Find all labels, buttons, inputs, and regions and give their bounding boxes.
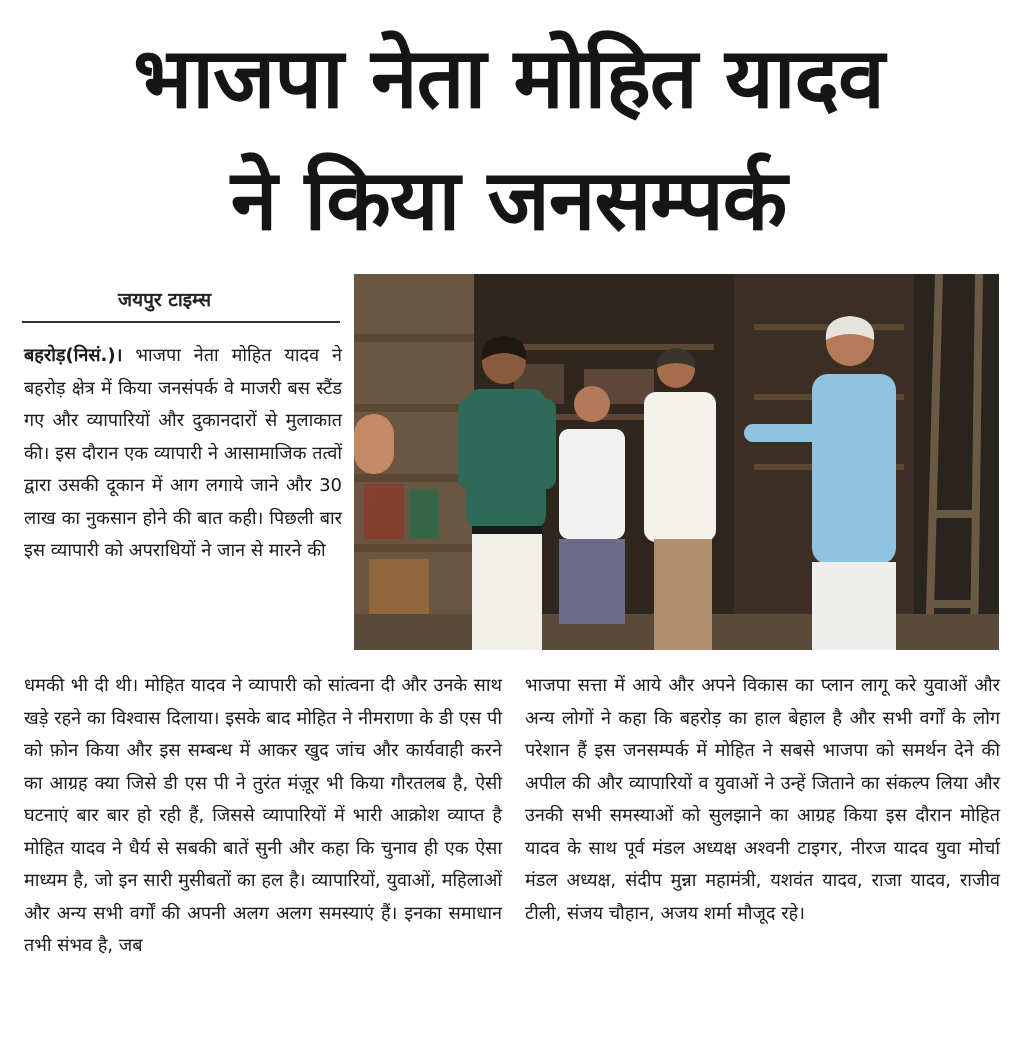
dateline: बहरोड़(निसं.)। <box>24 345 123 366</box>
headline-line-2: ने किया जनसम्पर्क <box>230 151 787 249</box>
article-text-col1: भाजपा नेता मोहित यादव ने बहरोड़ क्षेत्र में किया जनसंपर्क वे माजरी बस स्टैंड गए और व्यापारियों और दुकानदारों से मुलाकात की। इस दौरान एक व्यापारी ने आसामाजिक तत्वों द्वारा उसकी दूकान में आग लगाये जाने और 30 लाख का नुकसान होने की बात कही। पिछली बार इस व्यापारी को अपराधियों ने जान से मारने की <box>24 345 342 561</box>
article-column-1-continued: धमकी भी दी थी। मोहित यादव ने व्यापारी को सांत्वना दी और उनके साथ खड़े रहने का विश्वास दिलाया। इसके बाद मोहित ने नीमराणा के डी एस पी को फ़ोन किया और इस सम्बन्ध में आकर खुद जांच और कार्यवाही करने का आग्रह क्या जिसे डी एस पी ने तुरंत मंज़ूर भी किया गौरतलब है, ऐसी घटनाएं बार बार हो रही हैं, जिससे व्यापारियों में भारी आक्रोश व्याप्त है मोहित यादव ने धैर्य से सबकी बातें सुनी और कहा कि चुनाव ही एक ऐसा माध्यम है, जो इन सारी मुसीबतों का हल है। व्यापारियों, युवाओं, महिलाओं और अन्य सभी वर्गों की अपनी अलग अलग समस्याएं हैं। इनका समाधान तभी संभव है, जब <box>24 675 502 956</box>
byline-divider <box>22 321 340 323</box>
byline: जयपुर टाइम्स <box>118 289 212 311</box>
article-column-1 <box>24 340 342 568</box>
news-photo <box>354 274 999 650</box>
article-column-2: भाजपा सत्ता में आये और अपने विकास का प्लान लागू करे युवाओं और अन्य लोगों ने कहा कि बहरोड़ का हाल बेहाल है और सभी वर्गों के लोग परेशान हैं इस जनसम्पर्क में मोहित ने सबसे भाजपा को समर्थन देने की अपील की और व्यापारियों व युवाओं ने उन्हें जिताने का संकल्प लिया और उनकी सभी समस्याओं को सुलझाने का आग्रह किया इस दौरान मोहित यादव के साथ पूर्व मंडल अध्यक्ष अश्वनी टाइगर, नीरज यादव युवा मोर्चा मंडल अध्यक्ष, संदीप मुन्ना महामंत्री, यशवंत यादव, राजा यादव, राजीव टीली, संजय चौहान, अजय शर्मा मौजूद रहे। <box>525 675 1000 924</box>
headline-line-1: भाजपा नेता मोहित यादव <box>133 29 884 127</box>
